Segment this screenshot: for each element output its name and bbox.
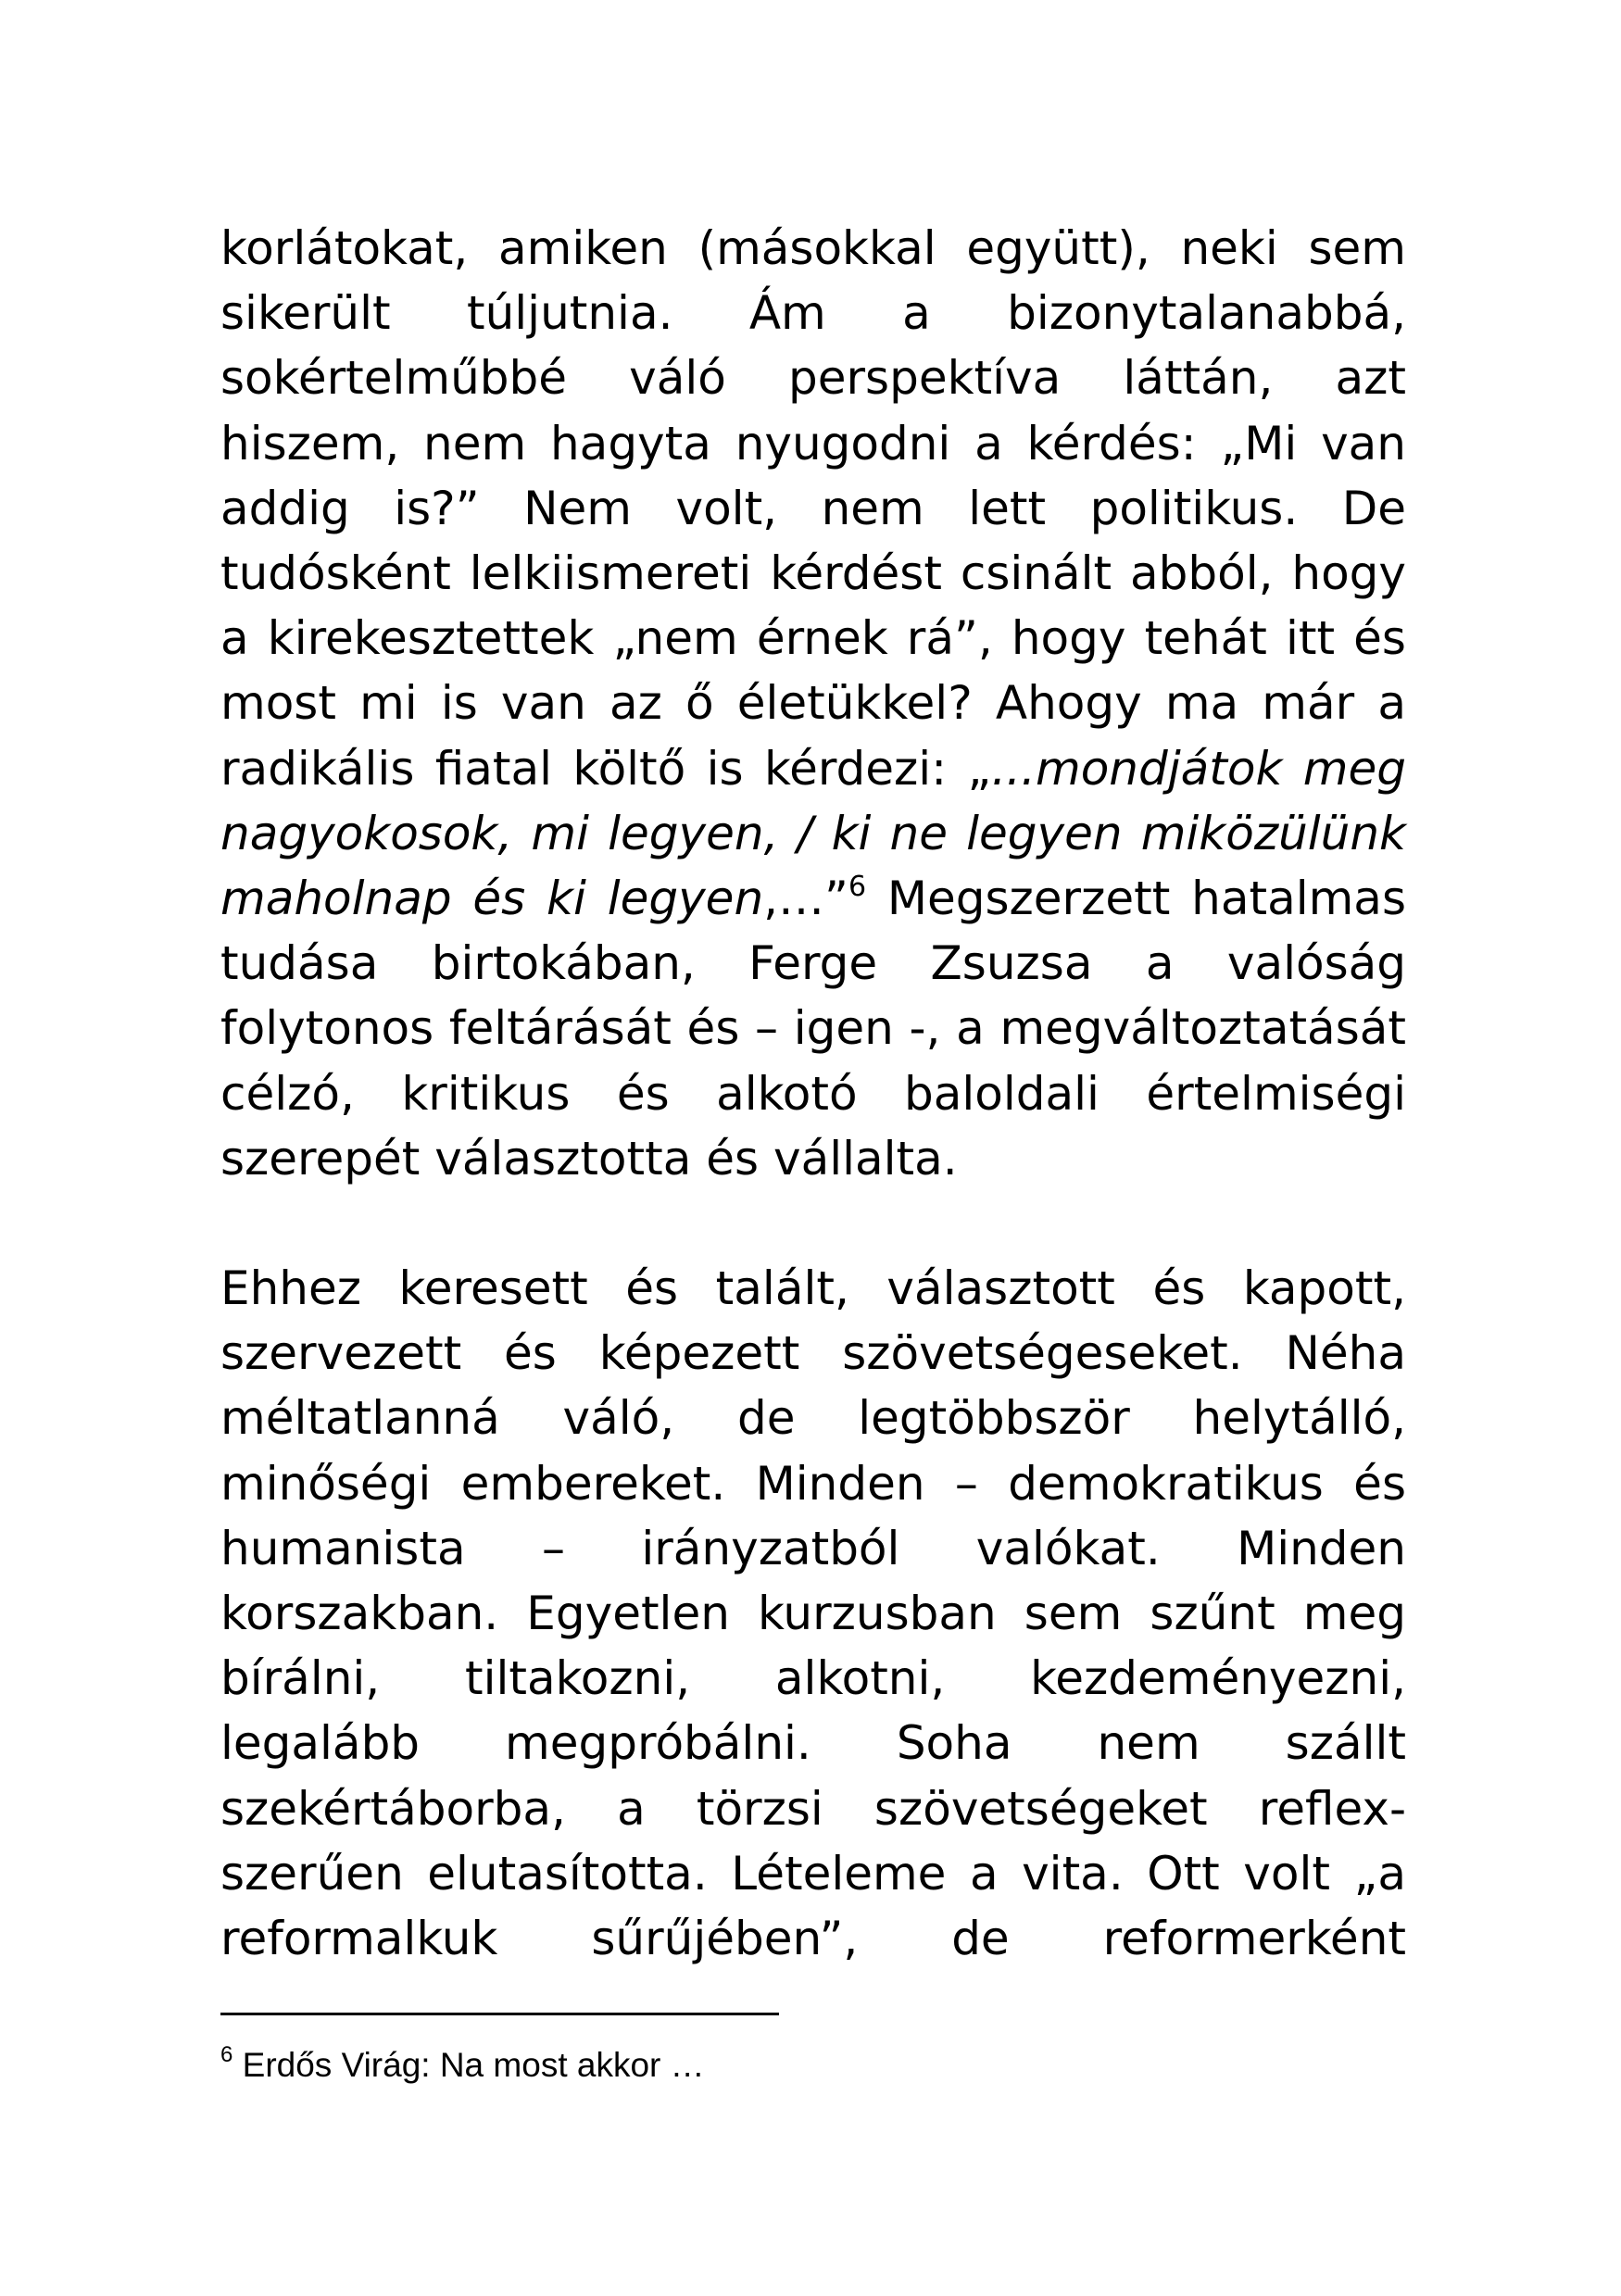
paragraph-1-text: korlátokat, amiken (másokkal együtt), neki sem sikerült túljutnia. Ám a bizonytalanabbá, sokértelműbbé váló perspektíva láttán, azt hiszem, nem hagyta nyugodni a kérdés: „Mi van addig is?” Nem volt, nem lett politikus. De tudósként lelkiismereti kérdést csinált abból, hogy a kirekesztettek „nem érnek rá”, hogy tehát itt és most mi is van az ő életükkel? Ahogy ma már a radikális fiatal költő is kérdezi: „ [220,221,1406,796]
paragraph-2: Ehhez keresett és talált, választott és kapott, szervezett és képezett szövetségeseket. Néha méltatlanná váló, de legtöbbször helytálló, minőségi embereket. Minden – demokratikus és humanista – irányzatból valókat. Minden korszakban. Egyetlen kurzusban sem szűnt meg bírálni, tiltakozni, alkotni, kezdeményezni, legalább megpróbálni. Soha nem szállt szekértáborba, a törzsi szövetségeket reflex-szerűen elutasította. Lételeme a vita. Ott volt „a reformalkuk sűrűjében”, de reformerként [220,1261,1406,1966]
paragraph-1-continuation: Megszerzett hatalmas tudása birtokában, Ferge Zsuzsa a valóság folytonos feltárását és – igen -, a megváltoztatását célzó, kritikus és alkotó baloldali értelmiségi szerepét választotta és vállalta. [220,872,1406,1186]
footnote-reference: 6 [848,871,867,904]
footnote-text: Erdős Virág: Na most akkor … [232,2046,705,2084]
poem-quote: ...mondjátok meg nagyokosok, mi legyen, / ki ne legyen miközülünk maholnap és ki legyen [220,741,1406,926]
footnote-number: 6 [220,2042,233,2067]
body-text [220,216,1406,1971]
paragraph-1 [220,216,1406,1191]
footnote-separator [220,2013,779,2015]
footnote [220,2042,1406,2089]
poem-quote-tail: ,…” [763,872,848,926]
